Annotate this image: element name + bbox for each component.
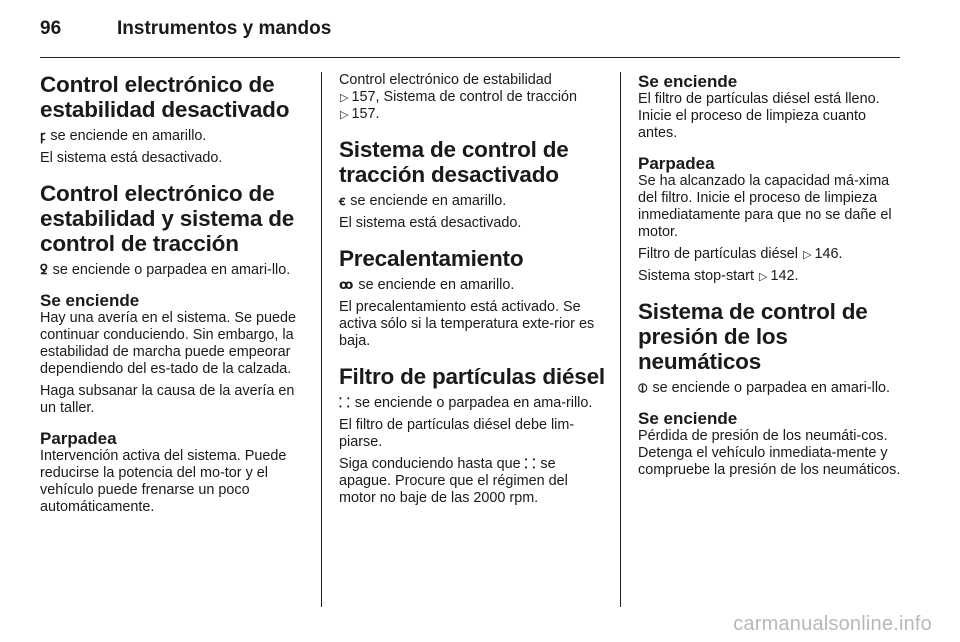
section-heading-precalentamiento: Precalentamiento — [339, 246, 524, 271]
paragraph — [339, 277, 607, 294]
section-heading-esc-tc: Control electrónico de estabilidad y sistema de control de tracción — [40, 181, 295, 256]
subheading-se-enciende: Se enciende — [638, 72, 738, 91]
esc-warning-icon: ꝿ — [40, 263, 48, 278]
paragraph — [339, 193, 607, 210]
page-reference[interactable]: 146. — [814, 246, 843, 262]
subheading-se-enciende: Se enciende — [638, 409, 738, 428]
text: se enciende en amarillo. — [358, 277, 515, 293]
cross-reference-paragraph — [638, 268, 906, 285]
section-heading-tpms: Sistema de control de presión de los neumáticos — [638, 299, 868, 374]
diesel-particle-filter-icon: ⸬ — [339, 396, 350, 411]
text: Siga conduciendo hasta que — [339, 456, 521, 472]
column-1 — [40, 72, 308, 521]
cross-reference-paragraph — [339, 72, 607, 123]
header-rule — [40, 57, 900, 58]
glow-plug-icon: ꝏ — [339, 278, 354, 293]
column-3 — [638, 72, 906, 484]
running-header: Instrumentos y mandos — [117, 18, 332, 39]
paragraph: El filtro de partículas diésel debe lim-piarse. — [339, 417, 575, 450]
paragraph — [40, 262, 308, 279]
text: se enciende en amarillo. — [50, 128, 207, 144]
paragraph — [339, 456, 607, 507]
page-number: 96 — [40, 18, 62, 39]
subheading-se-enciende: Se enciende — [40, 291, 140, 310]
page-reference[interactable]: 142. — [770, 268, 799, 284]
subheading-parpadea: Parpadea — [638, 154, 715, 173]
paragraph — [40, 128, 308, 145]
esc-off-icon: ꝼ — [40, 129, 46, 144]
text: , Sistema de control de tracción — [375, 89, 578, 105]
paragraph: Intervención activa del sistema. Puede reducirse la potencia del mo-tor y el vehículo puede frenarse un poco automáticamente. — [40, 448, 287, 515]
page-reference[interactable]: 157 — [351, 89, 376, 105]
column-2 — [339, 72, 607, 512]
text: Filtro de partículas diésel — [638, 246, 798, 262]
section-heading-tc-off: Sistema de control de tracción desactivado — [339, 137, 569, 187]
paragraph — [638, 380, 906, 397]
text: se enciende o parpadea en ama-rillo. — [354, 395, 593, 411]
section-heading-filtro-particulas: Filtro de partículas diésel — [339, 364, 605, 389]
column-divider-2 — [620, 72, 621, 607]
cross-reference-paragraph — [638, 246, 906, 263]
diesel-particle-filter-icon: ⸬ — [524, 457, 536, 472]
paragraph: El sistema está desactivado. — [40, 150, 223, 166]
page-reference[interactable]: 157. — [351, 106, 380, 122]
text: Sistema stop-start — [638, 268, 754, 284]
column-divider-1 — [321, 72, 322, 607]
tc-off-icon: ꞓ — [339, 194, 346, 209]
page-reference-arrow-icon: ▷ — [802, 248, 812, 261]
text: se enciende o parpadea en amari-llo. — [652, 380, 891, 396]
paragraph: El filtro de partículas diésel está lleno. Inicie el proceso de limpieza cuanto antes. — [638, 91, 880, 141]
paragraph: El precalentamiento está activado. Se activa sólo si la temperatura exte-rior es baja. — [339, 299, 595, 349]
paragraph: El sistema está desactivado. — [339, 215, 522, 231]
page-reference-arrow-icon: ▷ — [340, 91, 349, 104]
page-reference-arrow-icon: ▷ — [758, 270, 768, 283]
paragraph: Pérdida de presión de los neumáti-cos. Detenga el vehículo inmediata-mente y compruebe la presión de los neumáticos. — [638, 428, 901, 478]
paragraph: Se ha alcanzado la capacidad má-xima del filtro. Inicie el proceso de limpieza inmediatamente para que no se dañe el motor. — [638, 173, 892, 240]
paragraph: Hay una avería en el sistema. Se puede continuar conduciendo. Sin embargo, la estabilidad de marcha puede empeorar dependiendo del es-tado de la calzada. — [40, 310, 296, 377]
subheading-parpadea: Parpadea — [40, 429, 117, 448]
section-heading-esc-off: Control electrónico de estabilidad desactivado — [40, 72, 290, 122]
paragraph — [339, 395, 607, 412]
text: se enciende o parpadea en amari-llo. — [52, 262, 291, 278]
paragraph: Haga subsanar la causa de la avería en un taller. — [40, 383, 295, 416]
text: Control electrónico de estabilidad — [339, 72, 552, 88]
watermark: carmanualsonline.info — [733, 613, 932, 635]
text: se enciende en amarillo. — [350, 193, 507, 209]
tire-pressure-icon: ⦶ — [638, 381, 648, 396]
page-reference-arrow-icon: ▷ — [340, 108, 349, 121]
text: se apague. Procure que el régimen del motor no baje de las 2000 rpm. — [339, 456, 568, 506]
